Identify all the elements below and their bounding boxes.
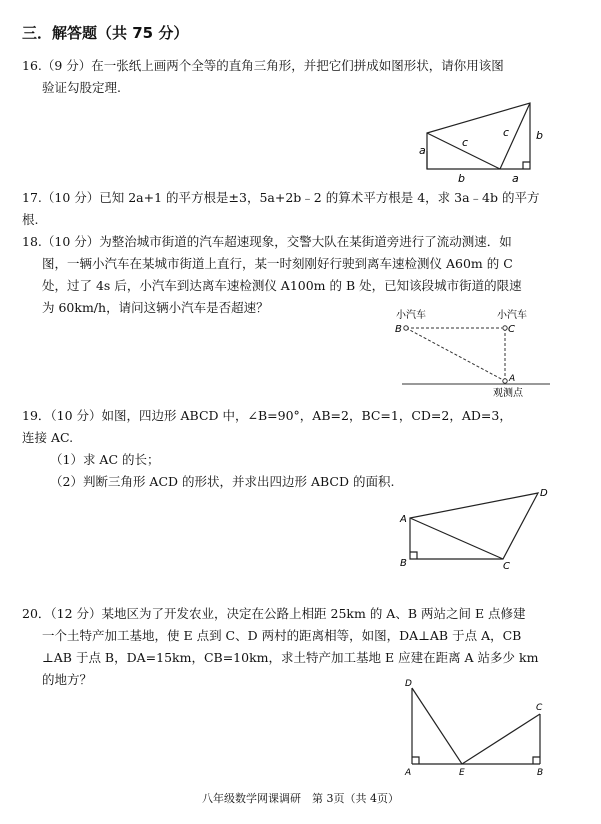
q19-line-2: 连接 AC. bbox=[22, 430, 74, 445]
q19-label-c: C bbox=[503, 561, 510, 572]
q18-line-2: 图，一辆小汽车在某城市街道上直行，某一时刻刚好行驶到离车速检测仪 A60m 的 C bbox=[42, 256, 513, 271]
q19-sub-2: （2）判断三角形 ACD 的形状，并求出四边形 ABCD 的面积. bbox=[50, 474, 395, 489]
q19-label-b: B bbox=[400, 558, 407, 569]
q18-line-ba bbox=[406, 328, 505, 381]
q16-label-b-bottom: b bbox=[458, 172, 465, 185]
q19-line-1: 19．（10 分）如图，四边形 ABCD 中，∠B=90°，AB=2，BC=1，CD=2，AD=3， bbox=[22, 408, 512, 423]
q18-line-3: 处，过了 4s 后，小汽车到达离车速检测仪 A100m 的 B 处，已知该段城市街道的限速 bbox=[42, 278, 522, 293]
q16-figure bbox=[415, 96, 555, 186]
q20-label-e: E bbox=[459, 768, 465, 778]
q18-label-b: B bbox=[395, 324, 402, 335]
q19-label-d: D bbox=[540, 488, 548, 499]
q18-car-right-label: 小汽车 bbox=[497, 310, 527, 321]
q17-line-1: 17.（10 分）已知 2a+1 的平方根是±3，5a+2b﹣2 的算术平方根是 4，求 3a﹣4b 的平方 bbox=[22, 190, 540, 205]
q19-figure bbox=[393, 482, 558, 572]
q16-label-b-right: b bbox=[536, 129, 543, 142]
q16-line-2: 验证勾股定理. bbox=[42, 80, 121, 95]
q18-line-4: 为 60km/h，请问这辆小汽车是否超速？ bbox=[42, 300, 269, 315]
q18-label-a: A bbox=[509, 374, 516, 384]
q20-segment-de bbox=[412, 688, 462, 764]
q20-line-1: 20．（12 分）某地区为了开发农业，决定在公路上相距 25km 的 A、B 两站之间 E 点修建 bbox=[22, 606, 526, 621]
page-footer: 八年级数学网课调研 第 3页（共 4页） bbox=[202, 792, 399, 805]
q20-line-2: 一个土特产加工基地，使 E 点到 C、D 两村的距离相等，如图，DA⊥AB 于点 A，CB bbox=[42, 628, 522, 643]
q19-right-angle-mark bbox=[410, 552, 417, 559]
q18-point-b bbox=[404, 326, 408, 330]
q20-right-angle-a bbox=[412, 757, 419, 764]
q20-label-b: B bbox=[537, 768, 544, 778]
q20-figure bbox=[400, 676, 555, 781]
q16-label-c-bottom: c bbox=[462, 136, 469, 149]
q20-right-angle-b bbox=[533, 757, 540, 764]
q18-point-c bbox=[503, 326, 507, 330]
q16-label-a-left: a bbox=[419, 144, 426, 157]
q18-car-left-label: 小汽车 bbox=[396, 310, 426, 321]
q17-line-2: 根. bbox=[22, 212, 39, 227]
q20-segment-ec bbox=[462, 714, 540, 764]
q18-figure bbox=[390, 304, 555, 400]
q20-label-c: C bbox=[536, 703, 543, 713]
section-title: 三．解答题（共 75 分） bbox=[22, 24, 189, 42]
q20-line-4: 的地方？ bbox=[42, 672, 93, 687]
q18-line-1: 18.（10 分）为整治城市街道的汽车超速现象，交警大队在某街道旁进行了流动测速．如 bbox=[22, 234, 512, 249]
q16-line-1: 16.（9 分）在一张纸上画两个全等的直角三角形，并把它们拼成如图形状，请你用该图 bbox=[22, 58, 504, 73]
q18-observer-label: 观测点 bbox=[493, 388, 523, 399]
q20-line-3: ⊥AB 于点 B，DA=15km，CB=10km，求土特产加工基地 E 应建在距离 A 站多少 km bbox=[42, 650, 539, 665]
q19-diagonal-ac bbox=[410, 518, 503, 559]
q18-label-c: C bbox=[508, 324, 515, 335]
q16-label-c-right: c bbox=[503, 126, 510, 139]
q19-label-a: A bbox=[400, 514, 407, 525]
q20-label-d: D bbox=[405, 679, 412, 689]
q16-label-a-bottom: a bbox=[512, 172, 519, 185]
q18-point-a bbox=[503, 379, 507, 383]
q19-sub-1: （1）求 AC 的长； bbox=[50, 452, 160, 467]
q16-right-angle-mark bbox=[523, 162, 530, 169]
q20-label-a: A bbox=[405, 768, 412, 778]
